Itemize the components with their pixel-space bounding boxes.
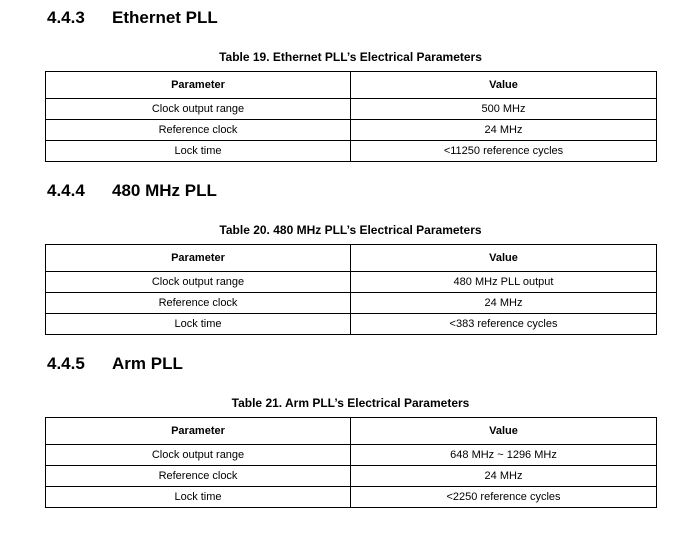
table-header-row <box>46 72 657 99</box>
section-heading <box>47 181 217 201</box>
cell-parameter: Clock output range <box>46 445 351 466</box>
section-number: 4.4.3 <box>47 8 85 27</box>
cell-parameter: Lock time <box>46 487 351 508</box>
table-row <box>46 99 657 120</box>
parameters-table <box>45 244 657 335</box>
header-parameter: Parameter <box>46 245 351 272</box>
table-row <box>46 272 657 293</box>
cell-parameter: Lock time <box>46 314 351 335</box>
section-heading <box>47 8 218 28</box>
cell-value: 648 MHz ~ 1296 MHz <box>351 445 657 466</box>
cell-parameter: Clock output range <box>46 272 351 293</box>
section-title: Arm PLL <box>112 354 183 373</box>
section-number: 4.4.5 <box>47 354 85 373</box>
table-caption: Table 20. 480 MHz PLL’s Electrical Parameters <box>219 223 482 237</box>
parameters-table <box>45 71 657 162</box>
cell-parameter: Lock time <box>46 141 351 162</box>
cell-value: <2250 reference cycles <box>351 487 657 508</box>
cell-value: 24 MHz <box>351 120 657 141</box>
cell-value: 24 MHz <box>351 293 657 314</box>
table-row <box>46 466 657 487</box>
section-heading <box>47 354 183 374</box>
header-parameter: Parameter <box>46 72 351 99</box>
cell-parameter: Reference clock <box>46 293 351 314</box>
table-header-row <box>46 245 657 272</box>
table-row <box>46 314 657 335</box>
table-row <box>46 120 657 141</box>
cell-value: <11250 reference cycles <box>351 141 657 162</box>
cell-parameter: Reference clock <box>46 120 351 141</box>
header-value: Value <box>351 418 657 445</box>
table-caption: Table 19. Ethernet PLL’s Electrical Parameters <box>219 50 482 64</box>
section-title: 480 MHz PLL <box>112 181 217 200</box>
table-row <box>46 487 657 508</box>
parameters-table <box>45 417 657 508</box>
section-title: Ethernet PLL <box>112 8 218 27</box>
header-value: Value <box>351 245 657 272</box>
table-row <box>46 445 657 466</box>
cell-parameter: Reference clock <box>46 466 351 487</box>
table-caption: Table 21. Arm PLL’s Electrical Parameters <box>231 396 470 410</box>
table-row <box>46 293 657 314</box>
cell-value: 500 MHz <box>351 99 657 120</box>
header-value: Value <box>351 72 657 99</box>
header-parameter: Parameter <box>46 418 351 445</box>
table-header-row <box>46 418 657 445</box>
table-row <box>46 141 657 162</box>
cell-parameter: Clock output range <box>46 99 351 120</box>
cell-value: 24 MHz <box>351 466 657 487</box>
section-number: 4.4.4 <box>47 181 85 200</box>
cell-value: <383 reference cycles <box>351 314 657 335</box>
cell-value: 480 MHz PLL output <box>351 272 657 293</box>
